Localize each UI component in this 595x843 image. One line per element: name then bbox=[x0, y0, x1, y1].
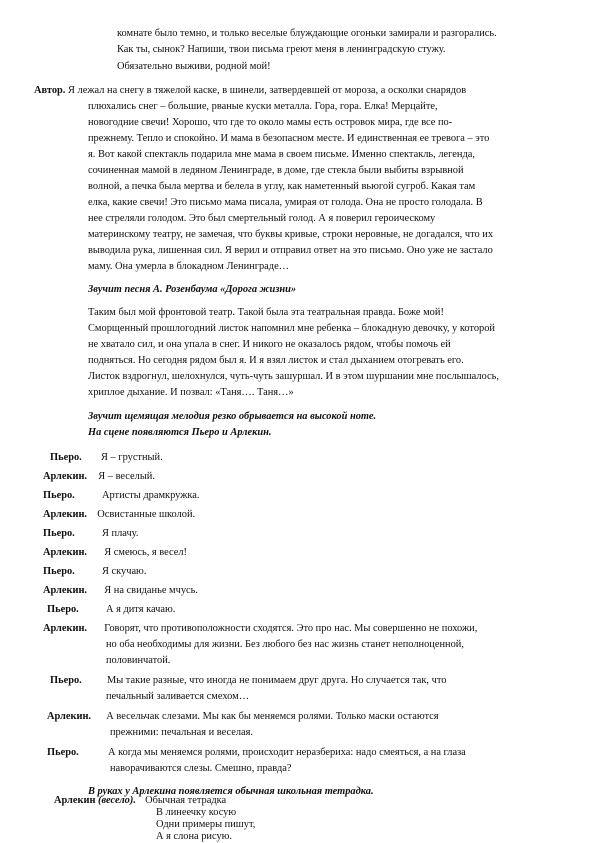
speaker-arlekin: Арлекин. bbox=[43, 471, 88, 482]
verse-line: Обычная тетрадка bbox=[145, 795, 227, 806]
author-line: елка, какие свечи! Это письмо мама писала, умирая от голода. Она не просто голодала. В bbox=[88, 197, 483, 208]
dialogue-line bbox=[47, 603, 175, 616]
theater-line: Листок вздрогнул, шелохнулся, чуть-чуть зашуршал. И в этом шуршании мне послышалось, bbox=[88, 371, 499, 382]
letter-line: Обязательно выживи, родной мой! bbox=[117, 61, 271, 72]
theater-line: Сморщенный прошлогодний листок напомнил мне ребенка – блокадную девочку, у которой bbox=[88, 323, 495, 334]
dialogue-line bbox=[47, 710, 439, 723]
dialogue-line bbox=[43, 622, 477, 635]
dialogue-text: Говорят, что противоположности сходятся. Это про нас. Мы совершенно не похожи, bbox=[104, 623, 478, 634]
speaker-piero: Пьеро. bbox=[43, 490, 75, 501]
speaker-piero: Пьеро. bbox=[43, 528, 75, 539]
dialogue-text: А я дитя качаю. bbox=[105, 604, 176, 615]
theater-line: не хватало сил, и она упала в снег. И никого не оказалось рядом, чтобы помочь ей bbox=[88, 339, 451, 350]
author-text: Я лежал на снегу в тяжелой каске, в шинели, затвердевшей от мороза, а осколки снарядов bbox=[68, 85, 467, 96]
letter-line: комнате было темно, и только веселые блуждающие огоньки замирали и разгорались. bbox=[117, 28, 497, 39]
dialogue-text: Освистанные школой. bbox=[97, 509, 196, 520]
verse-line: В линеечку косую bbox=[156, 807, 237, 818]
dialogue-line: половинчатой. bbox=[106, 655, 171, 666]
author-line: плюхались снег – большие, рваные куски металла. Гора, гора. Елка! Мерцайте, bbox=[88, 101, 438, 112]
author-line: нее стреляли голодом. Это был смертельный голод. А я поверил героическому bbox=[88, 213, 436, 224]
author-line: новогодние свечи! Хорошо, что где то около мамы есть островок мира, где все по- bbox=[88, 117, 453, 128]
author-line: маму. Она умерла в блокадном Ленинграде… bbox=[88, 261, 290, 272]
author-first-line bbox=[34, 84, 466, 97]
author-line: материнскому театру, не замечая, что буквы кривые, строки неровные, не догадался, что их bbox=[88, 229, 494, 240]
speaker-arlekin: Арлекин. bbox=[43, 547, 88, 558]
dialogue-text: Я плачу. bbox=[101, 528, 139, 539]
speaker-arlekin: Арлекин. bbox=[47, 711, 92, 722]
speaker-piero: Пьеро. bbox=[47, 604, 79, 615]
speaker-arlekin: Арлекин. bbox=[43, 623, 88, 634]
dialogue-line bbox=[43, 565, 146, 578]
theater-line: Таким был мой фронтовой театр. Такой была эта театральная правда. Боже мой! bbox=[88, 307, 444, 318]
speaker-piero: Пьеро. bbox=[47, 747, 79, 758]
theater-line: подняться. Но сегодня рядом был я. И я взял листок и стал дыханием отогревать его. bbox=[88, 355, 464, 366]
dialogue-line: прежними: печальная и веселая. bbox=[110, 727, 254, 738]
stage-remark: (весело). bbox=[98, 795, 136, 806]
dialogue-line bbox=[43, 546, 187, 559]
dialogue-line: наворачиваются слезы. Смешно, правда? bbox=[110, 763, 292, 774]
speaker-arlekin: Арлекин bbox=[54, 795, 96, 806]
dialogue-line bbox=[43, 489, 200, 502]
stage-direction-entrance: На сцене появляются Пьеро и Арлекин. bbox=[88, 427, 272, 438]
speaker-arlekin: Арлекин. bbox=[43, 585, 88, 596]
dialogue-line bbox=[50, 451, 163, 464]
author-line: я. Вот какой спектакль подарила мне мама в своем письме. Именно спектакль, легенда, bbox=[88, 149, 475, 160]
theater-line: хриплое дыхание. И позвал: «Таня…. Таня…» bbox=[88, 387, 294, 398]
dialogue-text: Артисты драмкружка. bbox=[101, 490, 200, 501]
speaker-piero: Пьеро. bbox=[50, 452, 82, 463]
stage-direction-melody: Звучит щемящая мелодия резко обрывается на высокой ноте. bbox=[88, 411, 377, 422]
dialogue-text: Я скучаю. bbox=[101, 566, 147, 577]
author-line: волной, а печка была мертва и белела в углу, как наметенный вьюгой сугроб. Какая там bbox=[88, 181, 476, 192]
dialogue-line bbox=[43, 527, 138, 540]
dialogue-line bbox=[43, 508, 195, 521]
dialogue-line bbox=[50, 674, 446, 687]
verse-line: А я слона рисую. bbox=[156, 831, 233, 842]
dialogue-line bbox=[43, 470, 155, 483]
dialogue-line: печальный заливается смехом… bbox=[106, 691, 250, 702]
speaker-piero: Пьеро. bbox=[50, 675, 82, 686]
speaker-piero: Пьеро. bbox=[43, 566, 75, 577]
dialogue-line bbox=[47, 746, 466, 759]
dialogue-line bbox=[43, 584, 198, 597]
verse-line: Одни примеры пишут, bbox=[156, 819, 256, 830]
stage-direction-song: Звучит песня А. Розенбаума «Дорога жизни» bbox=[88, 284, 297, 295]
dialogue-text: А весельчак слезами. Мы как бы меняемся ролями. Только маски остаются bbox=[106, 711, 439, 722]
dialogue-text: Я на свиданье мчусь. bbox=[104, 585, 198, 596]
dialogue-line: но оба необходимы для жизни. Без любого без нас жизнь станет неполноценной, bbox=[106, 639, 464, 650]
letter-line: Как ты, сынок? Напиши, твои письма греют меня в ленинградскую стужу. bbox=[117, 44, 446, 55]
dialogue-text: А когда мы меняемся ролями, происходит неразбериха: надо смеяться, а на глаза bbox=[107, 747, 466, 758]
stage-direction-notebook: В руках у Арлекина появляется обычная школьная тетрадка. bbox=[88, 786, 374, 797]
dialogue-text: Мы такие разные, что иногда не понимаем друг друга. Но случается так, что bbox=[106, 675, 447, 686]
author-line: прежнему. Тепло и спокойно. И мама в безопасном месте. И единственная ее тревога – это bbox=[88, 133, 490, 144]
author-line: выводила рука, лишенная сил. Я верил и отправил ответ на это письмо. Оно уже не застало bbox=[88, 245, 493, 256]
dialogue-text: Я – веселый. bbox=[98, 471, 155, 482]
author-line: сочиненная мамой в ледяном Ленинграде, в доме, где стекла были выбиты взрывной bbox=[88, 165, 464, 176]
speaker-author: Автор. bbox=[34, 85, 66, 96]
dialogue-text: Я смеюсь, я весел! bbox=[104, 547, 187, 558]
speaker-arlekin: Арлекин. bbox=[43, 509, 88, 520]
dialogue-text: Я – грустный. bbox=[100, 452, 163, 463]
